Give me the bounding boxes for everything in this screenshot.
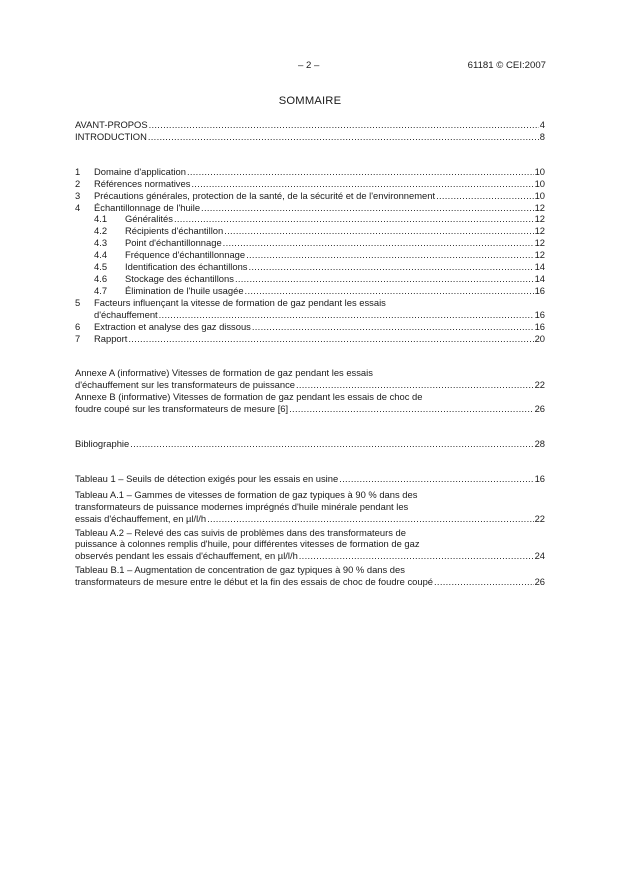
toc-entry-number: 4.6 <box>94 272 108 284</box>
toc-entry-number: 4.4 <box>94 249 108 261</box>
toc-entry-table-a1[interactable] <box>75 489 545 525</box>
toc-entry-label-line1: Facteurs influençant la vitesse de formation de gaz pendant les essais <box>94 296 386 308</box>
toc-entry-page: 28 <box>534 438 545 450</box>
toc-entry-label-line2: d'échauffement sur les transformateurs de puissance <box>75 379 295 391</box>
leader-dots <box>246 249 533 261</box>
toc-entry-label: Identification des échantillons <box>125 261 248 273</box>
page-title: SOMMAIRE <box>278 95 342 107</box>
leader-dots <box>248 261 533 273</box>
toc-entry-page: 26 <box>534 576 545 588</box>
toc-entry-page: 26 <box>534 403 545 415</box>
leader-dots <box>252 321 534 333</box>
toc-entry-page: 12 <box>534 249 545 261</box>
toc-entry-label: Précautions générales, protection de la santé, de la sécurité et de l'environnement <box>94 189 436 201</box>
toc-entry-label: Échantillonnage de l'huile <box>94 201 201 213</box>
toc-entry-number: 4.7 <box>94 284 108 296</box>
toc-entry-label: Rapport <box>94 332 128 344</box>
toc-entry-introduction[interactable] <box>75 131 545 143</box>
toc-entry-label: Extraction et analyse des gaz dissous <box>94 320 251 332</box>
toc-entry-number: 4 <box>75 201 81 213</box>
toc-entry-4-5[interactable] <box>75 261 545 273</box>
toc-entry-page: 16 <box>534 472 545 484</box>
toc-entry-chapter-7[interactable] <box>75 333 545 345</box>
toc-entry-page: 22 <box>534 512 545 524</box>
toc-entry-4-7[interactable] <box>75 285 545 297</box>
table-of-contents <box>75 119 545 588</box>
toc-entry-label: Bibliographie <box>75 438 130 450</box>
document-reference: 61181 © CEI:2007 <box>467 60 546 71</box>
toc-entry-label: Point d'échantillonnage <box>125 237 222 249</box>
toc-entry-chapter-4[interactable] <box>75 202 545 214</box>
toc-entry-label: Tableau 1 – Seuils de détection exigés pour les essais en usine <box>75 472 339 484</box>
toc-entry-page: 12 <box>534 237 545 249</box>
toc-entry-label: Domaine d'application <box>94 165 186 177</box>
toc-entry-label: Récipients d'échantillon <box>125 225 224 237</box>
toc-entry-4-4[interactable] <box>75 249 545 261</box>
leader-dots <box>159 309 534 321</box>
toc-entry-chapter-3[interactable] <box>75 190 545 202</box>
toc-entry-label-line2: transformateurs de mesure entre le début et la fin des essais de choc de foudre coupé <box>75 576 434 588</box>
toc-entry-page: 10 <box>534 177 545 189</box>
toc-entry-label-line2: d'échauffement <box>94 308 158 320</box>
leader-dots <box>224 225 533 237</box>
toc-entry-page: 10 <box>534 165 545 177</box>
toc-entry-4-1[interactable] <box>75 213 545 225</box>
toc-entry-number: 2 <box>75 177 81 189</box>
leader-dots <box>191 178 533 190</box>
toc-entry-number: 4.5 <box>94 261 108 273</box>
toc-entry-4-3[interactable] <box>75 237 545 249</box>
leader-dots <box>245 285 534 297</box>
toc-entry-label-line2: puissance à colonnes remplis d'huile, pour différentes vitesses de formation de gaz <box>75 538 420 550</box>
toc-entry-4-2[interactable] <box>75 225 545 237</box>
leader-dots <box>148 131 539 143</box>
toc-entry-label: AVANT-PROPOS <box>75 119 148 130</box>
leader-dots <box>174 213 534 225</box>
toc-entry-number: 5 <box>75 296 81 308</box>
toc-entry-page: 24 <box>534 550 545 562</box>
toc-entry-number: 4.3 <box>94 237 108 249</box>
toc-entry-label-line2: transformateurs de puissance modernes imprégnés d'huile minérale pendant les <box>75 500 409 512</box>
toc-entry-number: 1 <box>75 165 81 177</box>
toc-entry-avant-propos[interactable] <box>75 119 545 131</box>
leader-dots <box>436 190 534 202</box>
toc-entry-label: Généralités <box>125 213 173 225</box>
toc-entry-number: 4.2 <box>94 225 108 237</box>
leader-dots <box>299 550 534 562</box>
leader-dots <box>187 166 534 178</box>
toc-entry-page: 16 <box>534 308 545 320</box>
toc-entry-chapter-2[interactable] <box>75 178 545 190</box>
toc-entry-number: 4.1 <box>94 213 108 225</box>
toc-entry-page: 12 <box>534 213 545 225</box>
toc-entry-page: 14 <box>534 261 545 273</box>
leader-dots <box>207 513 534 525</box>
toc-entry-4-6[interactable] <box>75 273 545 285</box>
toc-entry-label-line1: Annexe A (informative) Vitesses de formation de gaz pendant les essais <box>75 367 373 379</box>
leader-dots <box>235 273 534 285</box>
leader-dots <box>339 473 533 485</box>
toc-entry-table-b1[interactable] <box>75 564 545 588</box>
toc-entry-label-line2: foudre coupé sur les transformateurs de mesure [6] <box>75 403 289 415</box>
toc-entry-label-line1: Tableau B.1 – Augmentation de concentration de gaz typiques à 90 % dans des <box>75 564 405 576</box>
toc-entry-page: 20 <box>534 332 545 344</box>
toc-entry-page: 10 <box>534 189 545 201</box>
toc-entry-label-line1: Tableau A.2 – Relevé des cas suivis de problèmes dans des transformateurs de <box>75 526 406 538</box>
page-number: – 2 – <box>298 60 320 71</box>
toc-entry-page: 22 <box>534 379 545 391</box>
toc-entry-chapter-1[interactable] <box>75 166 545 178</box>
leader-dots <box>296 379 534 391</box>
leader-dots <box>130 438 533 450</box>
leader-dots <box>289 403 533 415</box>
toc-entry-label: INTRODUCTION <box>75 130 147 142</box>
toc-entry-label-line3: essais d'échauffement, en µl/l/h <box>75 512 207 524</box>
toc-entry-page: 14 <box>534 272 545 284</box>
toc-entry-number: 7 <box>75 332 81 344</box>
toc-entry-chapter-6[interactable] <box>75 321 545 333</box>
toc-entry-label-line1: Annexe B (informative) Vitesses de formation de gaz pendant les essais de choc de <box>75 391 423 403</box>
toc-entry-label: Stockage des échantillons <box>125 272 234 284</box>
toc-entry-label: Fréquence d'échantillonnage <box>125 249 246 261</box>
toc-entry-page: 8 <box>539 130 545 142</box>
toc-entry-annex-b[interactable] <box>75 391 545 415</box>
toc-entry-label-line1: Tableau A.1 – Gammes de vitesses de formation de gaz typiques à 90 % dans des <box>75 488 418 500</box>
toc-entry-label: Références normatives <box>94 177 191 189</box>
toc-entry-label: Élimination de l'huile usagée <box>125 284 244 296</box>
toc-entry-bibliography[interactable] <box>75 438 545 450</box>
leader-dots <box>434 576 534 588</box>
toc-entry-table-1[interactable] <box>75 473 545 485</box>
toc-entry-chapter-5[interactable] <box>75 297 545 321</box>
toc-entry-page: 4 <box>539 119 545 130</box>
toc-entry-number: 6 <box>75 320 81 332</box>
leader-dots <box>128 333 533 345</box>
toc-entry-annex-a[interactable] <box>75 367 545 391</box>
toc-entry-page: 16 <box>534 284 545 296</box>
toc-entry-page: 12 <box>534 201 545 213</box>
toc-entry-page: 16 <box>534 320 545 332</box>
toc-entry-table-a2[interactable] <box>75 527 545 563</box>
leader-dots <box>223 237 534 249</box>
leader-dots <box>149 119 539 131</box>
leader-dots <box>201 202 534 214</box>
toc-entry-page: 12 <box>534 225 545 237</box>
toc-entry-number: 3 <box>75 189 81 201</box>
toc-entry-label-line3: observés pendant les essais d'échauffement, en µl/l/h <box>75 550 298 562</box>
